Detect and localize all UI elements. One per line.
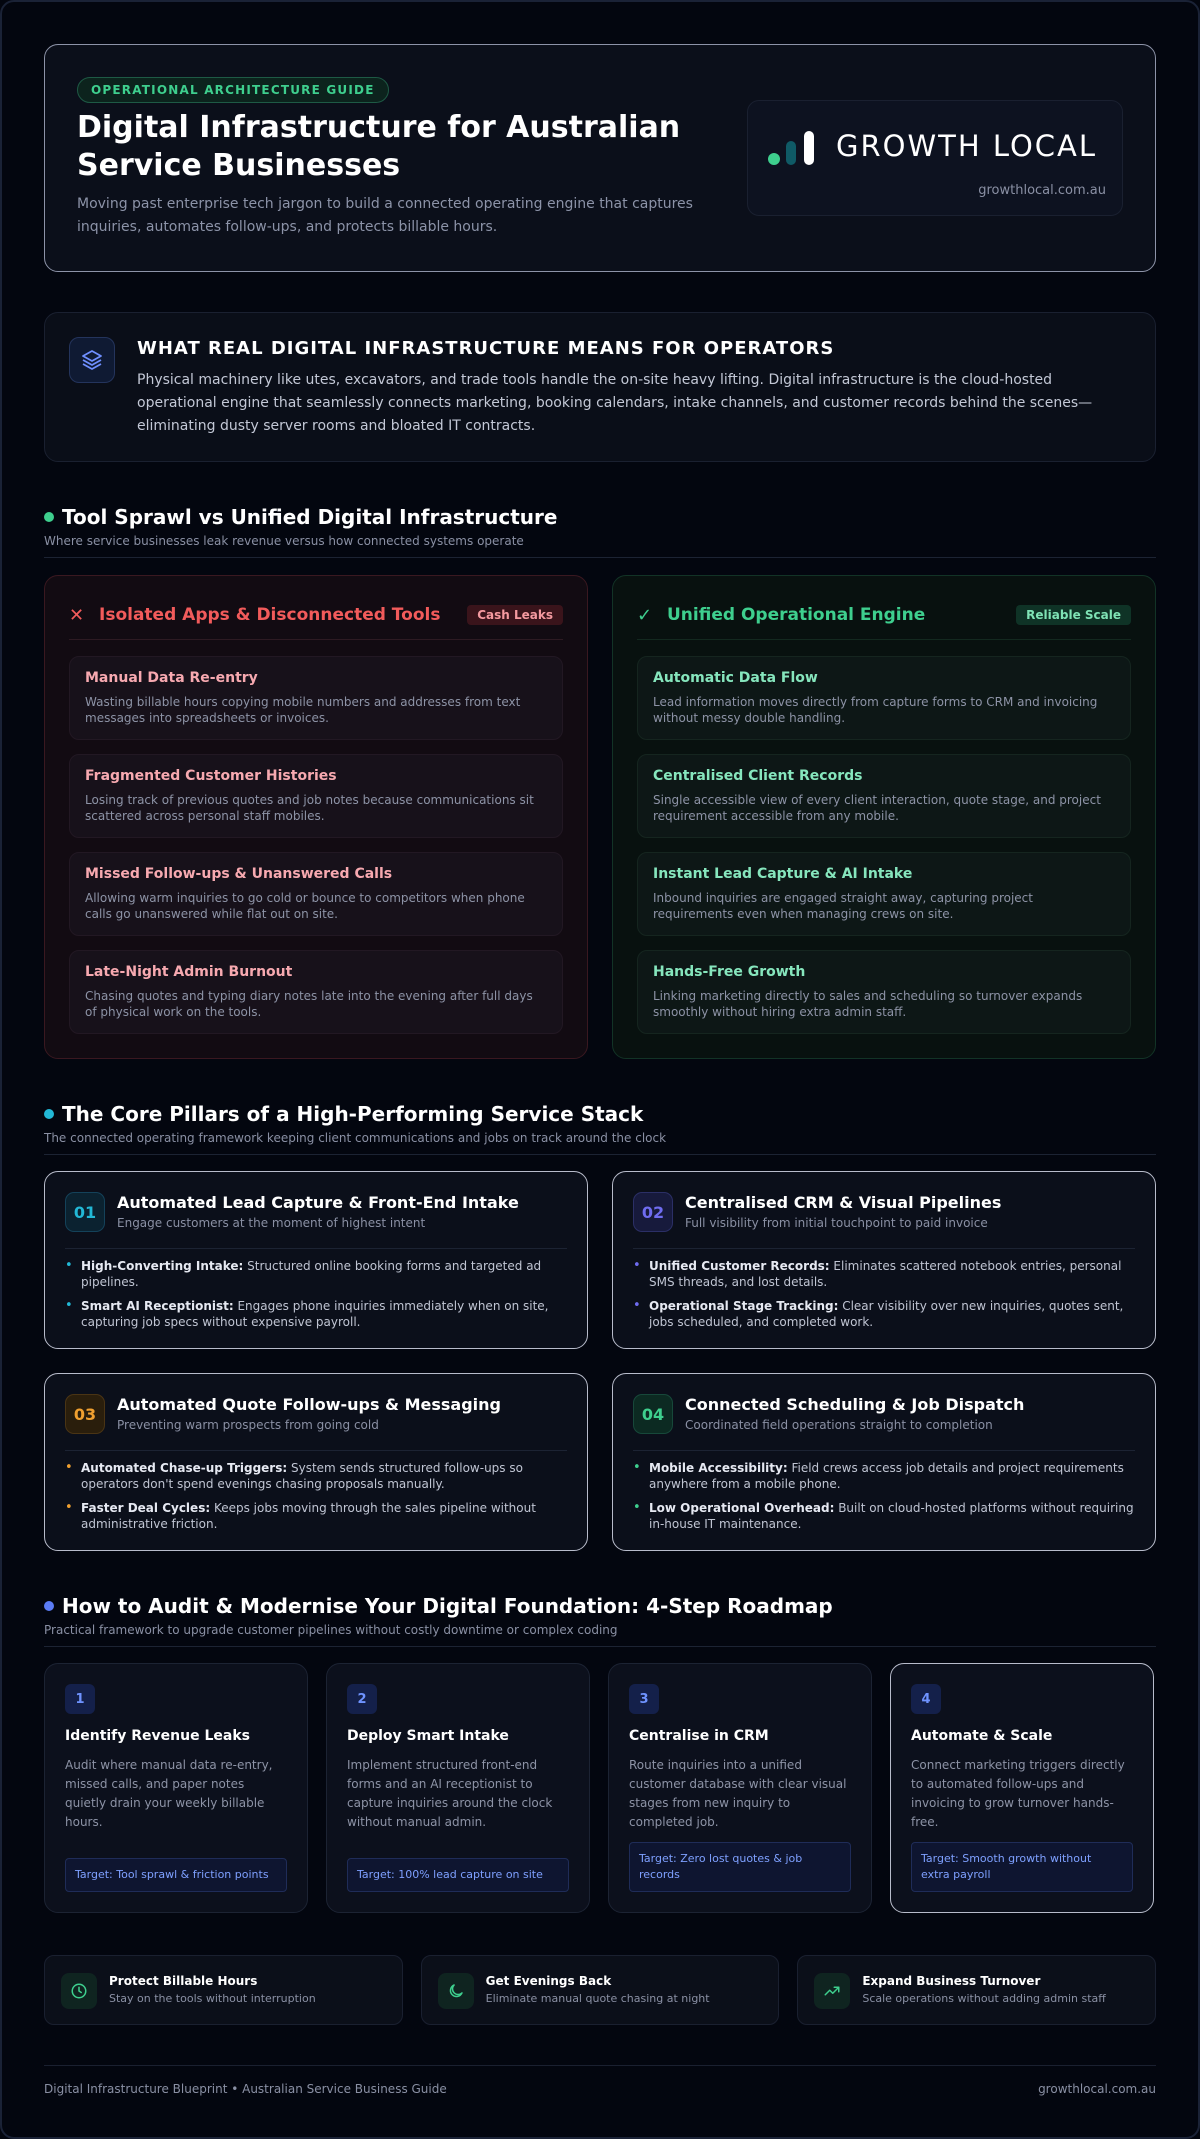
trending-up-icon: [814, 1973, 850, 2009]
benefit-card: [44, 1955, 403, 2025]
section-dot: [44, 1601, 54, 1611]
list-item: [633, 1258, 1135, 1290]
list-item: [65, 1460, 567, 1492]
item-title: Fragmented Customer Histories: [85, 768, 337, 784]
point-text: Keeps jobs moving through the sales pipeline without administrative friction.: [81, 1501, 536, 1531]
pillar-card: [612, 1373, 1156, 1551]
unified-engine-panel: [612, 575, 1156, 1059]
benefit-desc: Eliminate manual quote chasing at night: [485, 1992, 710, 2005]
step-title: Deploy Smart Intake: [347, 1728, 509, 1744]
step-title: Centralise in CRM: [629, 1728, 769, 1744]
pillar-title: Connected Scheduling & Job Dispatch: [685, 1395, 1025, 1414]
item-desc: Chasing quotes and typing diary notes late into the evening after full days of physical work on the tools.: [85, 989, 533, 1019]
step-title: Identify Revenue Leaks: [65, 1728, 250, 1744]
benefit-title: Protect Billable Hours: [109, 1974, 258, 1988]
compare-section-header: [44, 504, 1156, 558]
pillar-card: [612, 1171, 1156, 1349]
item-title: Instant Lead Capture & AI Intake: [653, 866, 913, 882]
point-text: System sends structured follow-ups so operators don't spend evenings chasing proposals manually.: [81, 1461, 523, 1491]
item-desc: Losing track of previous quotes and job notes because communications sit scattered across personal staff mobiles.: [85, 793, 534, 823]
list-item: [633, 1500, 1135, 1532]
roadmap-step: [608, 1663, 872, 1913]
brand-logo-card: [747, 100, 1123, 216]
pillar-subtitle: Coordinated field operations straight to completion: [685, 1418, 993, 1432]
definition-card: [44, 312, 1156, 462]
point-label: Operational Stage Tracking:: [649, 1299, 839, 1313]
pillar-number: 03: [65, 1394, 105, 1434]
pillar-card: [44, 1373, 588, 1551]
page-subtitle: Moving past enterprise tech jargon to build a connected operating engine that captures inquiries, automates follow-ups, and protects billable hours.: [77, 196, 693, 235]
point-label: Faster Deal Cycles:: [81, 1501, 211, 1515]
list-item: [65, 1500, 567, 1532]
brand-url: growthlocal.com.au: [978, 183, 1106, 198]
pillar-points: [633, 1258, 1135, 1338]
list-item: [69, 852, 563, 936]
step-desc: Route inquiries into a unified customer database with clear visual stages from new inquiry to completed job.: [629, 1758, 847, 1829]
item-desc: Allowing warm inquiries to go cold or bounce to competitors when phone calls go unanswered while flat out on site.: [85, 891, 525, 921]
pillar-title: Automated Quote Follow-ups & Messaging: [117, 1395, 501, 1414]
item-title: Late-Night Admin Burnout: [85, 964, 293, 980]
list-item: [65, 1298, 567, 1330]
definition-body: Physical machinery like utes, excavators, and trade tools handle the on-site heavy lifting. Digital infrastructure is the cloud-hosted operational engine that seamlessly connects marketing, booking calendars, intake channels, and customer records behind the scenes—eliminating dusty server rooms and bloated IT contracts.: [137, 372, 1093, 434]
point-label: Mobile Accessibility:: [649, 1461, 788, 1475]
pillar-subtitle: Full visibility from initial touchpoint to paid invoice: [685, 1216, 988, 1230]
step-target: Target: 100% lead capture on site: [347, 1858, 569, 1892]
list-item: [633, 1460, 1135, 1492]
pillar-card: [44, 1171, 588, 1349]
close-icon: ✕: [69, 604, 85, 626]
item-title: Hands-Free Growth: [653, 964, 806, 980]
definition-title: WHAT REAL DIGITAL INFRASTRUCTURE MEANS FOR OPERATORS: [137, 338, 835, 359]
pillars-grid: [44, 1171, 1156, 1551]
list-item: [69, 950, 563, 1034]
divider: [633, 1248, 1135, 1249]
roadmap-section-subtitle: Practical framework to upgrade customer pipelines without costly downtime or complex coding: [44, 1623, 618, 1637]
footer: [44, 2065, 1156, 2096]
compare-section-title: Tool Sprawl vs Unified Digital Infrastructure: [62, 505, 558, 529]
roadmap-section-title: How to Audit & Modernise Your Digital Foundation: 4-Step Roadmap: [62, 1594, 833, 1618]
moon-icon: [438, 1973, 474, 2009]
list-item: [69, 656, 563, 740]
benefit-card: [421, 1955, 780, 2025]
benefits-row: [44, 1955, 1156, 2025]
point-text: Engages phone inquiries immediately when on site, capturing job specs without expensive payroll.: [81, 1299, 549, 1329]
list-item: [637, 754, 1131, 838]
item-title: Manual Data Re-entry: [85, 670, 258, 686]
step-number: 4: [911, 1684, 941, 1714]
status-badge: Cash Leaks: [467, 605, 563, 625]
benefit-desc: Scale operations without adding admin staff: [862, 1992, 1106, 2005]
disconnected-tools-panel: [44, 575, 588, 1059]
footer-left-text: Digital Infrastructure Blueprint • Australian Service Business Guide: [44, 2082, 447, 2096]
divider: [637, 639, 1131, 640]
divider: [69, 639, 563, 640]
point-label: Low Operational Overhead:: [649, 1501, 835, 1515]
roadmap-step: [44, 1663, 308, 1913]
list-item: [637, 852, 1131, 936]
section-dot: [44, 512, 54, 522]
pillar-number: 04: [633, 1394, 673, 1434]
guide-tag: OPERATIONAL ARCHITECTURE GUIDE: [77, 77, 389, 103]
roadmap-section-header: [44, 1593, 1156, 1647]
pillar-subtitle: Engage customers at the moment of highest intent: [117, 1216, 426, 1230]
item-desc: Lead information moves directly from capture forms to CRM and invoicing without messy double handling.: [653, 695, 1098, 725]
benefit-desc: Stay on the tools without interruption: [109, 1992, 316, 2005]
roadmap-steps: [44, 1663, 1156, 1913]
panel-title: Isolated Apps & Disconnected Tools: [99, 605, 441, 625]
layers-icon: [69, 337, 115, 383]
pillar-title: Centralised CRM & Visual Pipelines: [685, 1193, 1002, 1212]
item-desc: Linking marketing directly to sales and scheduling so turnover expands smoothly without hiring extra admin staff.: [653, 989, 1083, 1019]
point-label: Automated Chase-up Triggers:: [81, 1461, 288, 1475]
check-icon: ✓: [637, 604, 653, 626]
step-number: 3: [629, 1684, 659, 1714]
pillar-number: 01: [65, 1192, 105, 1232]
pillars-section-header: [44, 1101, 1156, 1155]
page-title: Digital Infrastructure for Australian Service Businesses: [77, 110, 681, 183]
list-item: [69, 754, 563, 838]
benefit-card: [797, 1955, 1156, 2025]
pillars-section-subtitle: The connected operating framework keeping client communications and jobs on track around the clock: [44, 1131, 667, 1145]
list-item: [65, 1258, 567, 1290]
item-title: Automatic Data Flow: [653, 670, 818, 686]
divider: [65, 1248, 567, 1249]
pillar-points: [65, 1460, 567, 1540]
point-text: Built on cloud-hosted platforms without requiring in-house IT maintenance.: [649, 1501, 1134, 1531]
page-content: [44, 44, 1156, 2096]
benefit-title: Get Evenings Back: [485, 1974, 612, 1988]
section-dot: [44, 1109, 54, 1119]
roadmap-step: [890, 1663, 1154, 1913]
step-target: Target: Zero lost quotes & job records: [629, 1842, 851, 1892]
brand-name: GROWTH LOCAL: [836, 129, 1098, 163]
pillar-number: 02: [633, 1192, 673, 1232]
point-label: Unified Customer Records:: [649, 1259, 830, 1273]
roadmap-step: [326, 1663, 590, 1913]
pillars-section-title: The Core Pillars of a High-Performing Service Stack: [62, 1102, 644, 1126]
compare-section-subtitle: Where service businesses leak revenue versus how connected systems operate: [44, 534, 524, 548]
step-number: 2: [347, 1684, 377, 1714]
point-text: Structured online booking forms and targeted ad pipelines.: [81, 1259, 542, 1289]
benefit-title: Expand Business Turnover: [862, 1974, 1041, 1988]
clock-icon: [61, 1973, 97, 2009]
step-number: 1: [65, 1684, 95, 1714]
divider: [65, 1450, 567, 1451]
item-desc: Wasting billable hours copying mobile numbers and addresses from text messages into spreadsheets or invoices.: [85, 695, 521, 725]
point-label: Smart AI Receptionist:: [81, 1299, 234, 1313]
pillar-title: Automated Lead Capture & Front-End Intake: [117, 1193, 519, 1212]
point-text: Clear visibility over new inquiries, quotes sent, jobs scheduled, and completed work.: [649, 1299, 1124, 1329]
pillar-subtitle: Preventing warm prospects from going cold: [117, 1418, 379, 1432]
pillar-points: [633, 1460, 1135, 1540]
comparison-grid: [44, 575, 1156, 1059]
point-label: High-Converting Intake:: [81, 1259, 244, 1273]
item-title: Centralised Client Records: [653, 768, 863, 784]
list-item: [637, 656, 1131, 740]
step-target: Target: Smooth growth without extra payroll: [911, 1842, 1133, 1892]
step-title: Automate & Scale: [911, 1728, 1053, 1744]
step-desc: Implement structured front-end forms and an AI receptionist to capture inquiries around the clock without manual admin.: [347, 1758, 553, 1829]
step-target: Target: Tool sprawl & friction points: [65, 1858, 287, 1892]
panel-title: Unified Operational Engine: [667, 605, 926, 625]
list-item: [637, 950, 1131, 1034]
growth-bars-logo-icon: [766, 129, 826, 169]
panel-header: [637, 600, 1131, 630]
divider: [633, 1450, 1135, 1451]
pillar-points: [65, 1258, 567, 1338]
point-text: Eliminates scattered notebook entries, personal SMS threads, and lost details.: [649, 1259, 1122, 1289]
item-title: Missed Follow-ups & Unanswered Calls: [85, 866, 393, 882]
hero-card: [44, 44, 1156, 272]
item-desc: Inbound inquiries are engaged straight away, capturing project requirements even when managing crews on site.: [653, 891, 1033, 921]
step-desc: Audit where manual data re-entry, missed calls, and paper notes quietly drain your weekly billable hours.: [65, 1758, 273, 1829]
status-badge: Reliable Scale: [1016, 605, 1131, 625]
point-text: Field crews access job details and project requirements anywhere from a mobile phone.: [649, 1461, 1124, 1491]
footer-url: growthlocal.com.au: [1038, 2082, 1156, 2096]
item-desc: Single accessible view of every client interaction, quote stage, and project requirement accessible from any mobile.: [653, 793, 1101, 823]
panel-header: [69, 600, 563, 630]
list-item: [633, 1298, 1135, 1330]
step-desc: Connect marketing triggers directly to automated follow-ups and invoicing to grow turnover hands-free.: [911, 1758, 1125, 1829]
